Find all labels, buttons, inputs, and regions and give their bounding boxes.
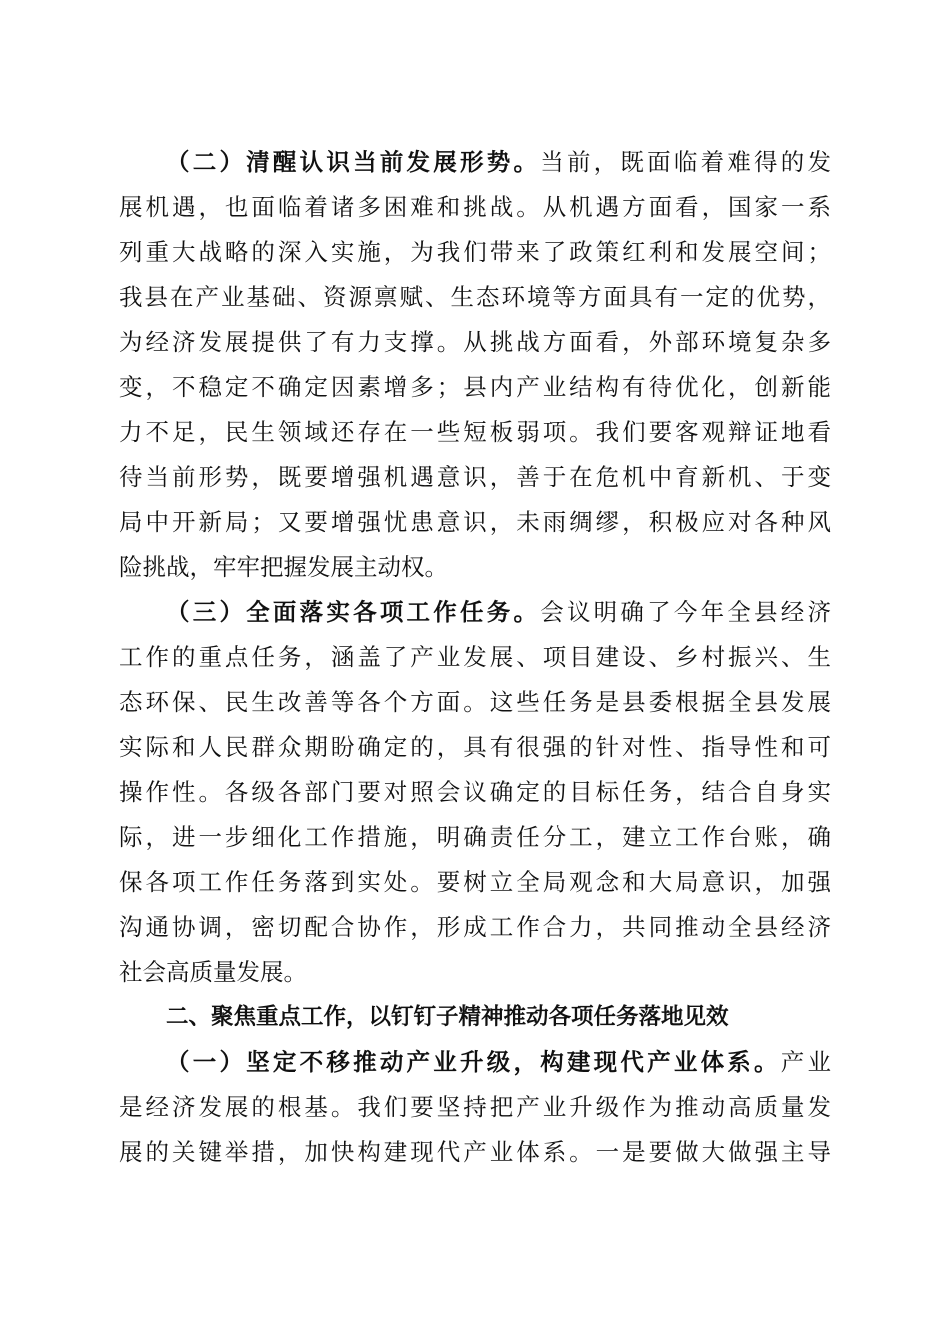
paragraph-text: 会议明确了今年全县经济 (540, 598, 832, 626)
paragraph-lead: （一）坚定不移推动产业升级，构建现代产业体系。 (166, 1048, 781, 1076)
paragraph-line: 展机遇，也面临着诸多困难和挑战。从机遇方面看，国家一系 (119, 193, 831, 221)
paragraph-line: 险挑战，牢牢把握发展主动权。 (119, 553, 448, 581)
paragraph-line: 变，不稳定不确定因素增多；县内产业结构有待优化，创新能 (119, 373, 831, 401)
paragraph-line: 待当前形势，既要增强机遇意识，善于在危机中育新机、于变 (119, 463, 831, 491)
paragraph-line (119, 140, 831, 185)
paragraph-line (119, 1040, 831, 1085)
paragraph-line: 社会高质量发展。 (119, 958, 307, 986)
paragraph-line: 列重大战略的深入实施，为我们带来了政策红利和发展空间； (119, 238, 831, 266)
paragraph-line: 操作性。各级各部门要对照会议确定的目标任务，结合自身实 (119, 778, 831, 806)
paragraph-line: 态环保、民生改善等各个方面。这些任务是县委根据全县发展 (119, 688, 831, 716)
paragraph-line: 际，进一步细化工作措施，明确责任分工，建立工作台账，确 (119, 823, 831, 851)
paragraph-lead: （三）全面落实各项工作任务。 (166, 598, 541, 626)
paragraph-line: 沟通协调，密切配合协作，形成工作合力，共同推动全县经济 (119, 913, 831, 941)
document-body (119, 140, 831, 1175)
paragraph-text: 产业 (780, 1048, 832, 1076)
paragraph-line: 工作的重点任务，涵盖了产业发展、项目建设、乡村振兴、生 (119, 643, 831, 671)
paragraph-line: 局中开新局；又要增强忧患意识，未雨绸缪，积极应对各种风 (119, 508, 831, 536)
paragraph-lead: （二）清醒认识当前发展形势。 (166, 148, 541, 176)
section-heading: 二、聚焦重点工作，以钉钉子精神推动各项任务落地见效 (166, 1004, 729, 1030)
paragraph-line: 是经济发展的根基。我们要坚持把产业升级作为推动高质量发 (119, 1093, 831, 1121)
paragraph-line: 保各项工作任务落到实处。要树立全局观念和大局意识，加强 (119, 868, 831, 896)
paragraph-line: 展的关键举措，加快构建现代产业体系。一是要做大做强主导 (119, 1138, 831, 1166)
paragraph-line (119, 590, 831, 635)
paragraph-text: 当前，既面临着难得的发 (540, 148, 832, 176)
paragraph-line: 实际和人民群众期盼确定的，具有很强的针对性、指导性和可 (119, 733, 831, 761)
paragraph-line: 为经济发展提供了有力支撑。从挑战方面看，外部环境复杂多 (119, 328, 831, 356)
paragraph-line: 我县在产业基础、资源禀赋、生态环境等方面具有一定的优势， (119, 283, 831, 311)
paragraph-line: 力不足，民生领域还存在一些短板弱项。我们要客观辩证地看 (119, 418, 831, 446)
